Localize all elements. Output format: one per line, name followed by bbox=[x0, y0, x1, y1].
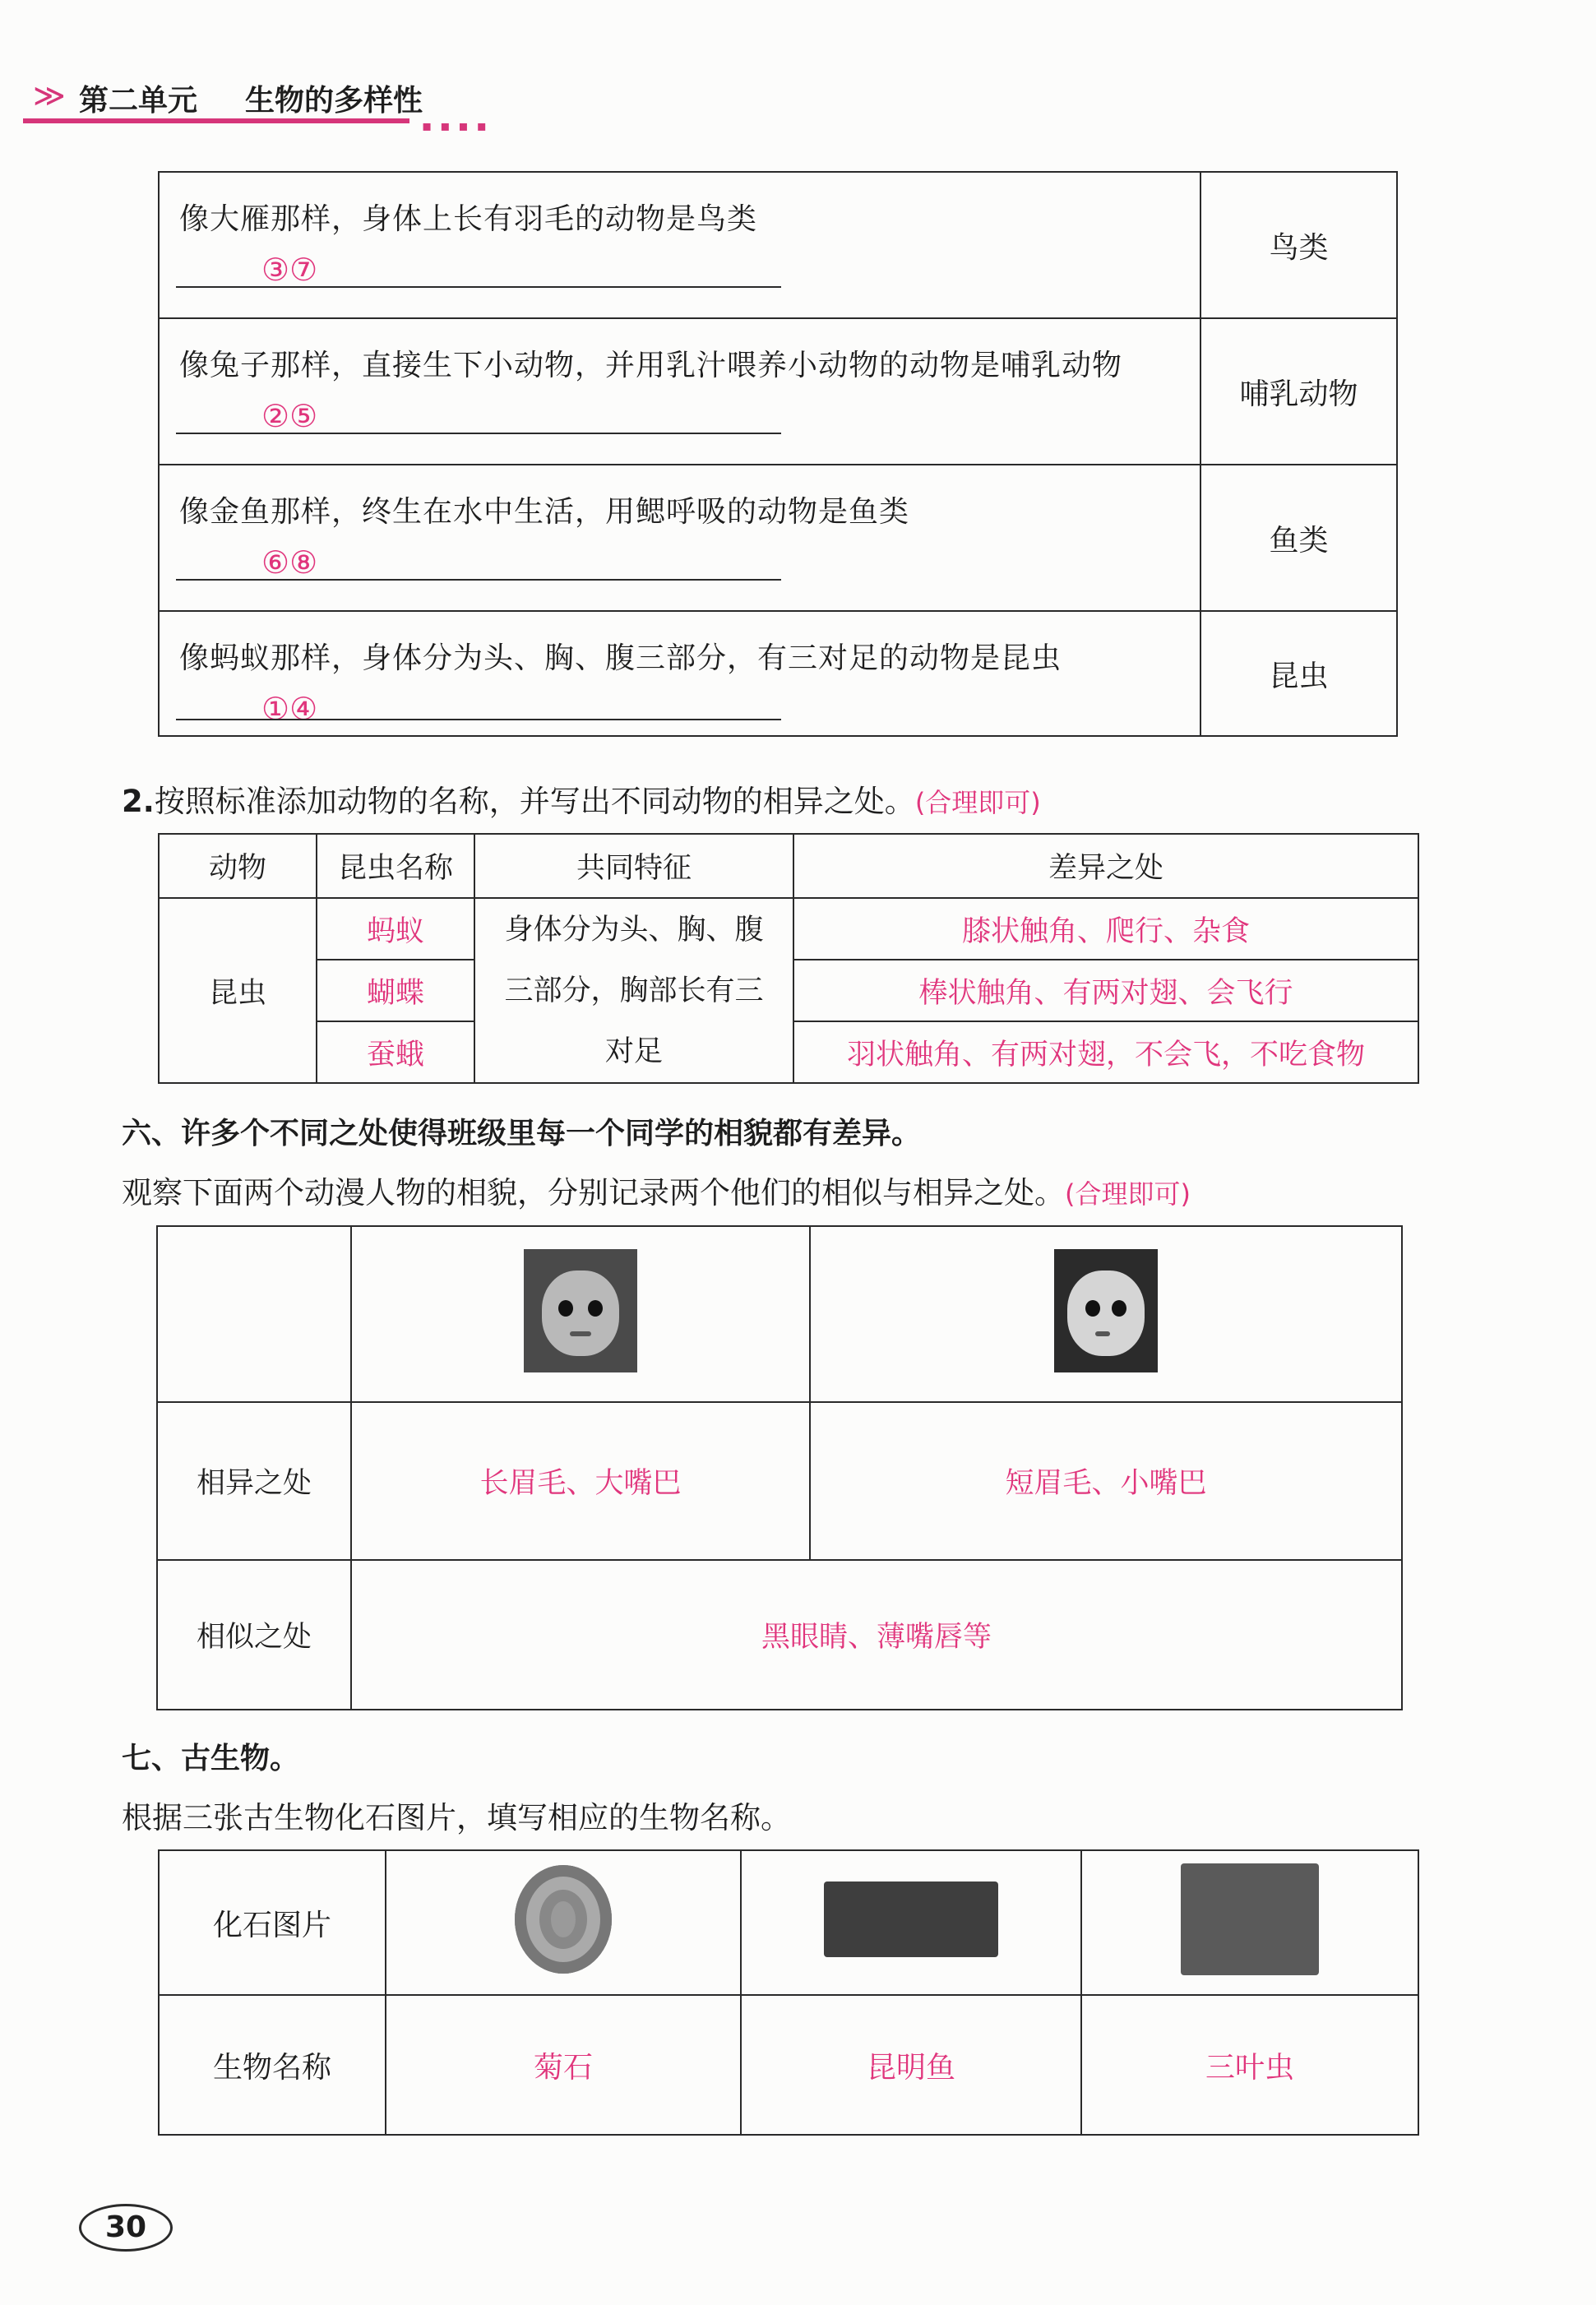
answer-numbers: ②⑤ bbox=[261, 398, 318, 434]
similar-value: 黑眼睛、薄嘴唇等 bbox=[351, 1560, 1402, 1710]
common-line: 三部分，胸部长有三 bbox=[504, 974, 764, 1007]
insect-diff: 羽状触角、有两对翅，不会飞，不吃食物 bbox=[793, 1021, 1418, 1083]
question-2 bbox=[122, 776, 1041, 821]
answer-blank bbox=[176, 433, 781, 434]
answer-blank bbox=[176, 719, 781, 720]
answer-numbers: ③⑦ bbox=[261, 252, 318, 288]
category-cell: 哺乳动物 bbox=[1200, 318, 1397, 465]
answer-numbers: ①④ bbox=[261, 691, 318, 727]
section-6-title: 六、许多个不同之处使得班级里每一个同学的相貌都有差异。 bbox=[122, 1117, 922, 1150]
diff-label: 相异之处 bbox=[157, 1402, 351, 1560]
chevron-icon: ≫ bbox=[33, 77, 58, 113]
similar-label: 相似之处 bbox=[157, 1560, 351, 1710]
fish-fossil-image bbox=[824, 1881, 998, 1957]
insect-name: 蝴蝶 bbox=[317, 960, 474, 1021]
character-1-image bbox=[524, 1249, 637, 1372]
group-cell: 昆虫 bbox=[159, 898, 317, 1083]
unit-header bbox=[23, 72, 500, 135]
answer-blank bbox=[176, 286, 781, 288]
common-features bbox=[474, 898, 793, 1083]
insect-name: 蚂蚁 bbox=[317, 898, 474, 960]
statement-cell bbox=[159, 465, 1200, 611]
classification-table bbox=[158, 171, 1398, 737]
organism-name: 昆明鱼 bbox=[741, 1995, 1081, 2135]
answer-numbers: ⑥⑧ bbox=[261, 544, 318, 581]
insect-name: 蚕蛾 bbox=[317, 1021, 474, 1083]
header-diff: 差异之处 bbox=[793, 834, 1418, 898]
category-cell: 鱼类 bbox=[1200, 465, 1397, 611]
section-7-title: 七、古生物。 bbox=[122, 1742, 300, 1775]
statement-text: 像金鱼那样，终生在水中生活，用鳃呼吸的动物是鱼类 bbox=[179, 495, 910, 529]
category-cell: 鸟类 bbox=[1200, 172, 1397, 318]
page-number: 30 bbox=[79, 2204, 173, 2252]
fossil-table bbox=[158, 1849, 1419, 2136]
answer-blank bbox=[176, 579, 781, 581]
organism-name: 菊石 bbox=[386, 1995, 741, 2135]
character-2-image bbox=[1054, 1249, 1158, 1372]
instruction-text: 观察下面两个动漫人物的相貌，分别记录两个他们的相似与相异之处。 bbox=[122, 1175, 1065, 1210]
diff-right: 短眉毛、小嘴巴 bbox=[810, 1402, 1402, 1560]
unit-title: 生物的多样性 bbox=[245, 84, 423, 118]
comparison-table bbox=[156, 1225, 1403, 1710]
insect-diff: 膝状触角、爬行、杂食 bbox=[793, 898, 1418, 960]
fossil-cell bbox=[741, 1850, 1081, 1995]
insect-diff: 棒状触角、有两对翅、会飞行 bbox=[793, 960, 1418, 1021]
section-6-instruction bbox=[122, 1168, 1191, 1212]
header-common: 共同特征 bbox=[474, 834, 793, 898]
statement-text: 像大雁那样，身体上长有羽毛的动物是鸟类 bbox=[179, 202, 758, 236]
organism-name-label: 生物名称 bbox=[159, 1995, 386, 2135]
header-insect-name: 昆虫名称 bbox=[317, 834, 474, 898]
statement-cell bbox=[159, 172, 1200, 318]
header-dots: ▪▪▪▪ bbox=[422, 118, 495, 135]
empty-corner bbox=[157, 1226, 351, 1402]
statement-text: 像蚂蚁那样，身体分为头、胸、腹三部分，有三对足的动物是昆虫 bbox=[179, 641, 1062, 675]
fossil-cell bbox=[1081, 1850, 1418, 1995]
question-number: 2. bbox=[122, 784, 155, 819]
fossil-cell bbox=[386, 1850, 741, 1995]
insect-table bbox=[158, 833, 1419, 1084]
common-line: 身体分为头、胸、腹 bbox=[504, 913, 764, 947]
statement-cell bbox=[159, 611, 1200, 736]
unit-label: 第二单元 bbox=[79, 84, 198, 118]
category-cell: 昆虫 bbox=[1200, 611, 1397, 736]
header-animal: 动物 bbox=[159, 834, 317, 898]
statement-text: 像兔子那样，直接生下小动物，并用乳汁喂养小动物的动物是哺乳动物 bbox=[179, 349, 1123, 382]
ammonite-image bbox=[515, 1865, 612, 1974]
statement-cell bbox=[159, 318, 1200, 465]
organism-name: 三叶虫 bbox=[1081, 1995, 1418, 2135]
character-1-cell bbox=[351, 1226, 810, 1402]
fossil-image-label: 化石图片 bbox=[159, 1850, 386, 1995]
character-2-cell bbox=[810, 1226, 1402, 1402]
trilobite-image bbox=[1181, 1863, 1319, 1975]
instruction-note: (合理即可) bbox=[1065, 1178, 1191, 1210]
section-7-instruction: 根据三张古生物化石图片，填写相应的生物名称。 bbox=[122, 1800, 791, 1835]
question-text: 按照标准添加动物的名称，并写出不同动物的相异之处。 bbox=[154, 784, 915, 819]
diff-left: 长眉毛、大嘴巴 bbox=[351, 1402, 810, 1560]
header-rule bbox=[23, 118, 409, 123]
common-line: 对足 bbox=[604, 1034, 663, 1068]
question-note: (合理即可) bbox=[914, 787, 1041, 818]
